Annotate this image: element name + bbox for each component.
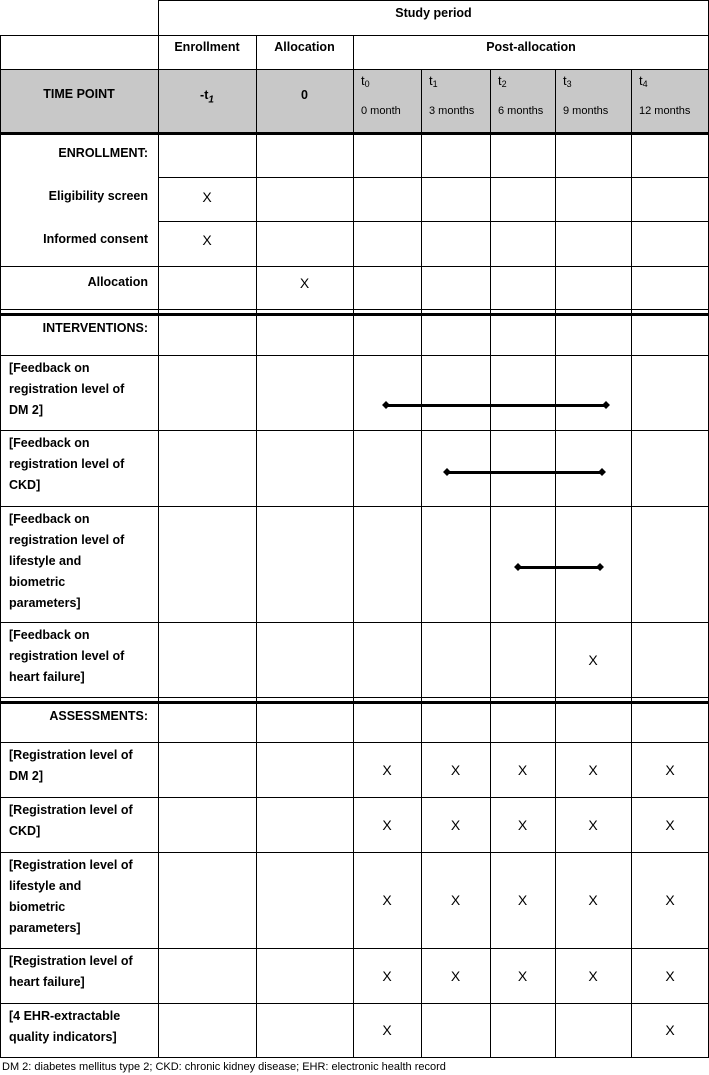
assessment-row-label	[9, 855, 153, 939]
diamond-endpoint	[514, 563, 522, 571]
row-label-line: registration level of	[9, 382, 125, 396]
assessment-mark: X	[382, 967, 392, 984]
assessment-row-label	[9, 800, 153, 842]
timepoint-symbol: $t_2$	[498, 73, 507, 89]
enrollment-row-label: Eligibility screen	[48, 189, 148, 203]
post-allocation-heading: Post-allocation	[486, 40, 576, 54]
timepoint-symbol: $t_1$	[429, 73, 438, 89]
row-label-line: [4 EHR-extractable	[9, 1009, 121, 1023]
intervention-row-label	[9, 509, 153, 614]
rule-horizontal	[0, 742, 709, 743]
rule-horizontal	[0, 506, 709, 507]
assessment-mark: X	[588, 816, 598, 833]
rule-horizontal	[0, 355, 709, 356]
rule-horizontal	[0, 1003, 709, 1004]
timepoint-label: 0 month	[361, 105, 401, 117]
row-label-line: [Registration level of	[9, 954, 133, 968]
assessment-mark: X	[588, 761, 598, 778]
row-label-line: [Feedback on	[9, 628, 90, 642]
assessment-row-label	[9, 745, 153, 787]
assessment-mark: X	[517, 967, 528, 984]
timepoint-symbol: $t_0$	[361, 73, 370, 89]
enrollment-section-heading: ENROLLMENT:	[58, 146, 148, 160]
rule-horizontal	[0, 797, 709, 798]
assessment-mark: X	[450, 816, 461, 833]
row-label-line: [Registration level of	[9, 803, 133, 817]
assessment-mark: X	[382, 816, 392, 833]
diamond-endpoint	[382, 401, 390, 409]
row-label-line: registration level of	[9, 649, 125, 663]
assessment-mark: X	[382, 761, 392, 778]
row-label-line: [Registration level of	[9, 858, 133, 872]
diamond-endpoint	[596, 563, 604, 571]
rule-horizontal	[0, 309, 709, 310]
rule-horizontal	[0, 430, 709, 431]
assessment-mark: X	[665, 967, 675, 984]
assessment-mark: X	[517, 761, 528, 778]
assessment-mark: X	[517, 816, 528, 833]
timepoint-subscript: 2	[501, 79, 507, 89]
row-label-line: CKD]	[9, 824, 41, 838]
intervention-duration-line	[447, 471, 602, 474]
row-label-line: registration level of	[9, 533, 125, 547]
timepoint-label: 6 months	[498, 105, 544, 117]
rule-vertical	[256, 35, 257, 1057]
timepoint-label: 3 months	[429, 105, 475, 117]
assessment-mark: X	[450, 761, 461, 778]
timepoint-subscript: 3	[566, 79, 572, 89]
rule-horizontal	[158, 266, 709, 267]
timepoint-subscript: 4	[642, 79, 648, 89]
diamond-endpoint	[598, 468, 606, 476]
assessment-mark: X	[382, 1022, 392, 1038]
assessment-mark: X	[450, 892, 461, 908]
row-label-line: parameters]	[9, 921, 81, 935]
rule-horizontal	[0, 313, 709, 316]
row-label-line: [Registration level of	[9, 748, 133, 762]
rule-horizontal	[0, 1057, 709, 1058]
rule-horizontal	[0, 266, 158, 267]
assessment-mark: X	[517, 892, 528, 908]
enrollment-timepoint-subscript: 1	[208, 94, 214, 106]
study-period-heading: Study period	[395, 6, 472, 20]
intervention-duration-line	[386, 404, 606, 407]
enrollment-mark: X	[202, 232, 212, 248]
row-label-line: biometric	[9, 900, 66, 914]
rule-horizontal	[0, 35, 709, 36]
allocation-timepoint: 0	[301, 88, 308, 102]
assessment-mark: X	[588, 967, 598, 984]
intervention-row-label	[9, 433, 153, 496]
interventions-section-heading: INTERVENTIONS:	[42, 321, 148, 335]
enrollment-heading: Enrollment	[174, 40, 240, 54]
row-label-line: DM 2]	[9, 403, 44, 417]
assessments-section-heading: ASSESSMENTS:	[49, 709, 148, 723]
enrollment-row-label: Allocation	[87, 275, 148, 289]
footnote: DM 2: diabetes mellitus type 2; CKD: chronic kidney disease; EHR: electronic health record	[2, 1061, 446, 1073]
enrollment-row-label: Informed consent	[43, 232, 148, 246]
enrollment-timepoint: $-t_1$	[200, 88, 214, 106]
rule-horizontal	[0, 622, 709, 623]
assessment-mark: X	[665, 816, 675, 833]
rule-horizontal	[0, 701, 709, 704]
intervention-mark: X	[588, 651, 598, 668]
enrollment-mark: X	[202, 189, 212, 205]
row-label-line: heart failure]	[9, 975, 85, 989]
row-label-line: DM 2]	[9, 769, 44, 783]
row-label-line: registration level of	[9, 457, 125, 471]
rule-horizontal	[158, 177, 709, 178]
assessment-mark: X	[665, 892, 675, 908]
row-label-line: [Feedback on	[9, 361, 90, 375]
rule-horizontal	[0, 852, 709, 853]
assessment-mark: X	[665, 761, 675, 778]
row-label-line: CKD]	[9, 478, 41, 492]
rule-horizontal	[0, 948, 709, 949]
timepoint-symbol: $t_4$	[639, 73, 648, 89]
assessment-row-label	[9, 951, 153, 993]
timepoint-label: 9 months	[563, 105, 609, 117]
assessment-row-label	[9, 1006, 153, 1048]
timepoint-subscript: 1	[432, 79, 438, 89]
rule-horizontal	[0, 132, 709, 135]
row-label-line: heart failure]	[9, 670, 85, 684]
row-label-line: quality indicators]	[9, 1030, 117, 1044]
intervention-duration-line	[518, 566, 600, 569]
timepoint-subscript: 0	[364, 79, 370, 89]
assessment-mark: X	[382, 892, 392, 908]
assessment-mark: X	[588, 892, 598, 908]
rule-horizontal	[158, 221, 709, 222]
assessment-mark: X	[450, 967, 461, 984]
intervention-row-label	[9, 358, 153, 421]
rule-horizontal	[158, 0, 709, 1]
row-label-line: lifestyle and	[9, 879, 82, 893]
allocation-mark: X	[299, 275, 310, 291]
diamond-endpoint	[443, 468, 451, 476]
row-label-line: [Feedback on	[9, 512, 90, 526]
timepoint-label: TIME POINT	[43, 87, 115, 101]
allocation-heading: Allocation	[274, 40, 335, 54]
diamond-endpoint	[602, 401, 610, 409]
timepoint-symbol: $t_3$	[563, 73, 572, 89]
row-label-line: biometric	[9, 575, 66, 589]
rule-horizontal	[0, 69, 709, 70]
timepoint-label: 12 months	[639, 105, 691, 117]
row-label-line: [Feedback on	[9, 436, 90, 450]
rule-vertical	[158, 0, 159, 1057]
assessment-mark: X	[665, 1022, 675, 1038]
row-label-line: parameters]	[9, 596, 81, 610]
intervention-row-label	[9, 625, 153, 688]
row-label-line: lifestyle and	[9, 554, 82, 568]
rule-horizontal	[0, 697, 709, 698]
